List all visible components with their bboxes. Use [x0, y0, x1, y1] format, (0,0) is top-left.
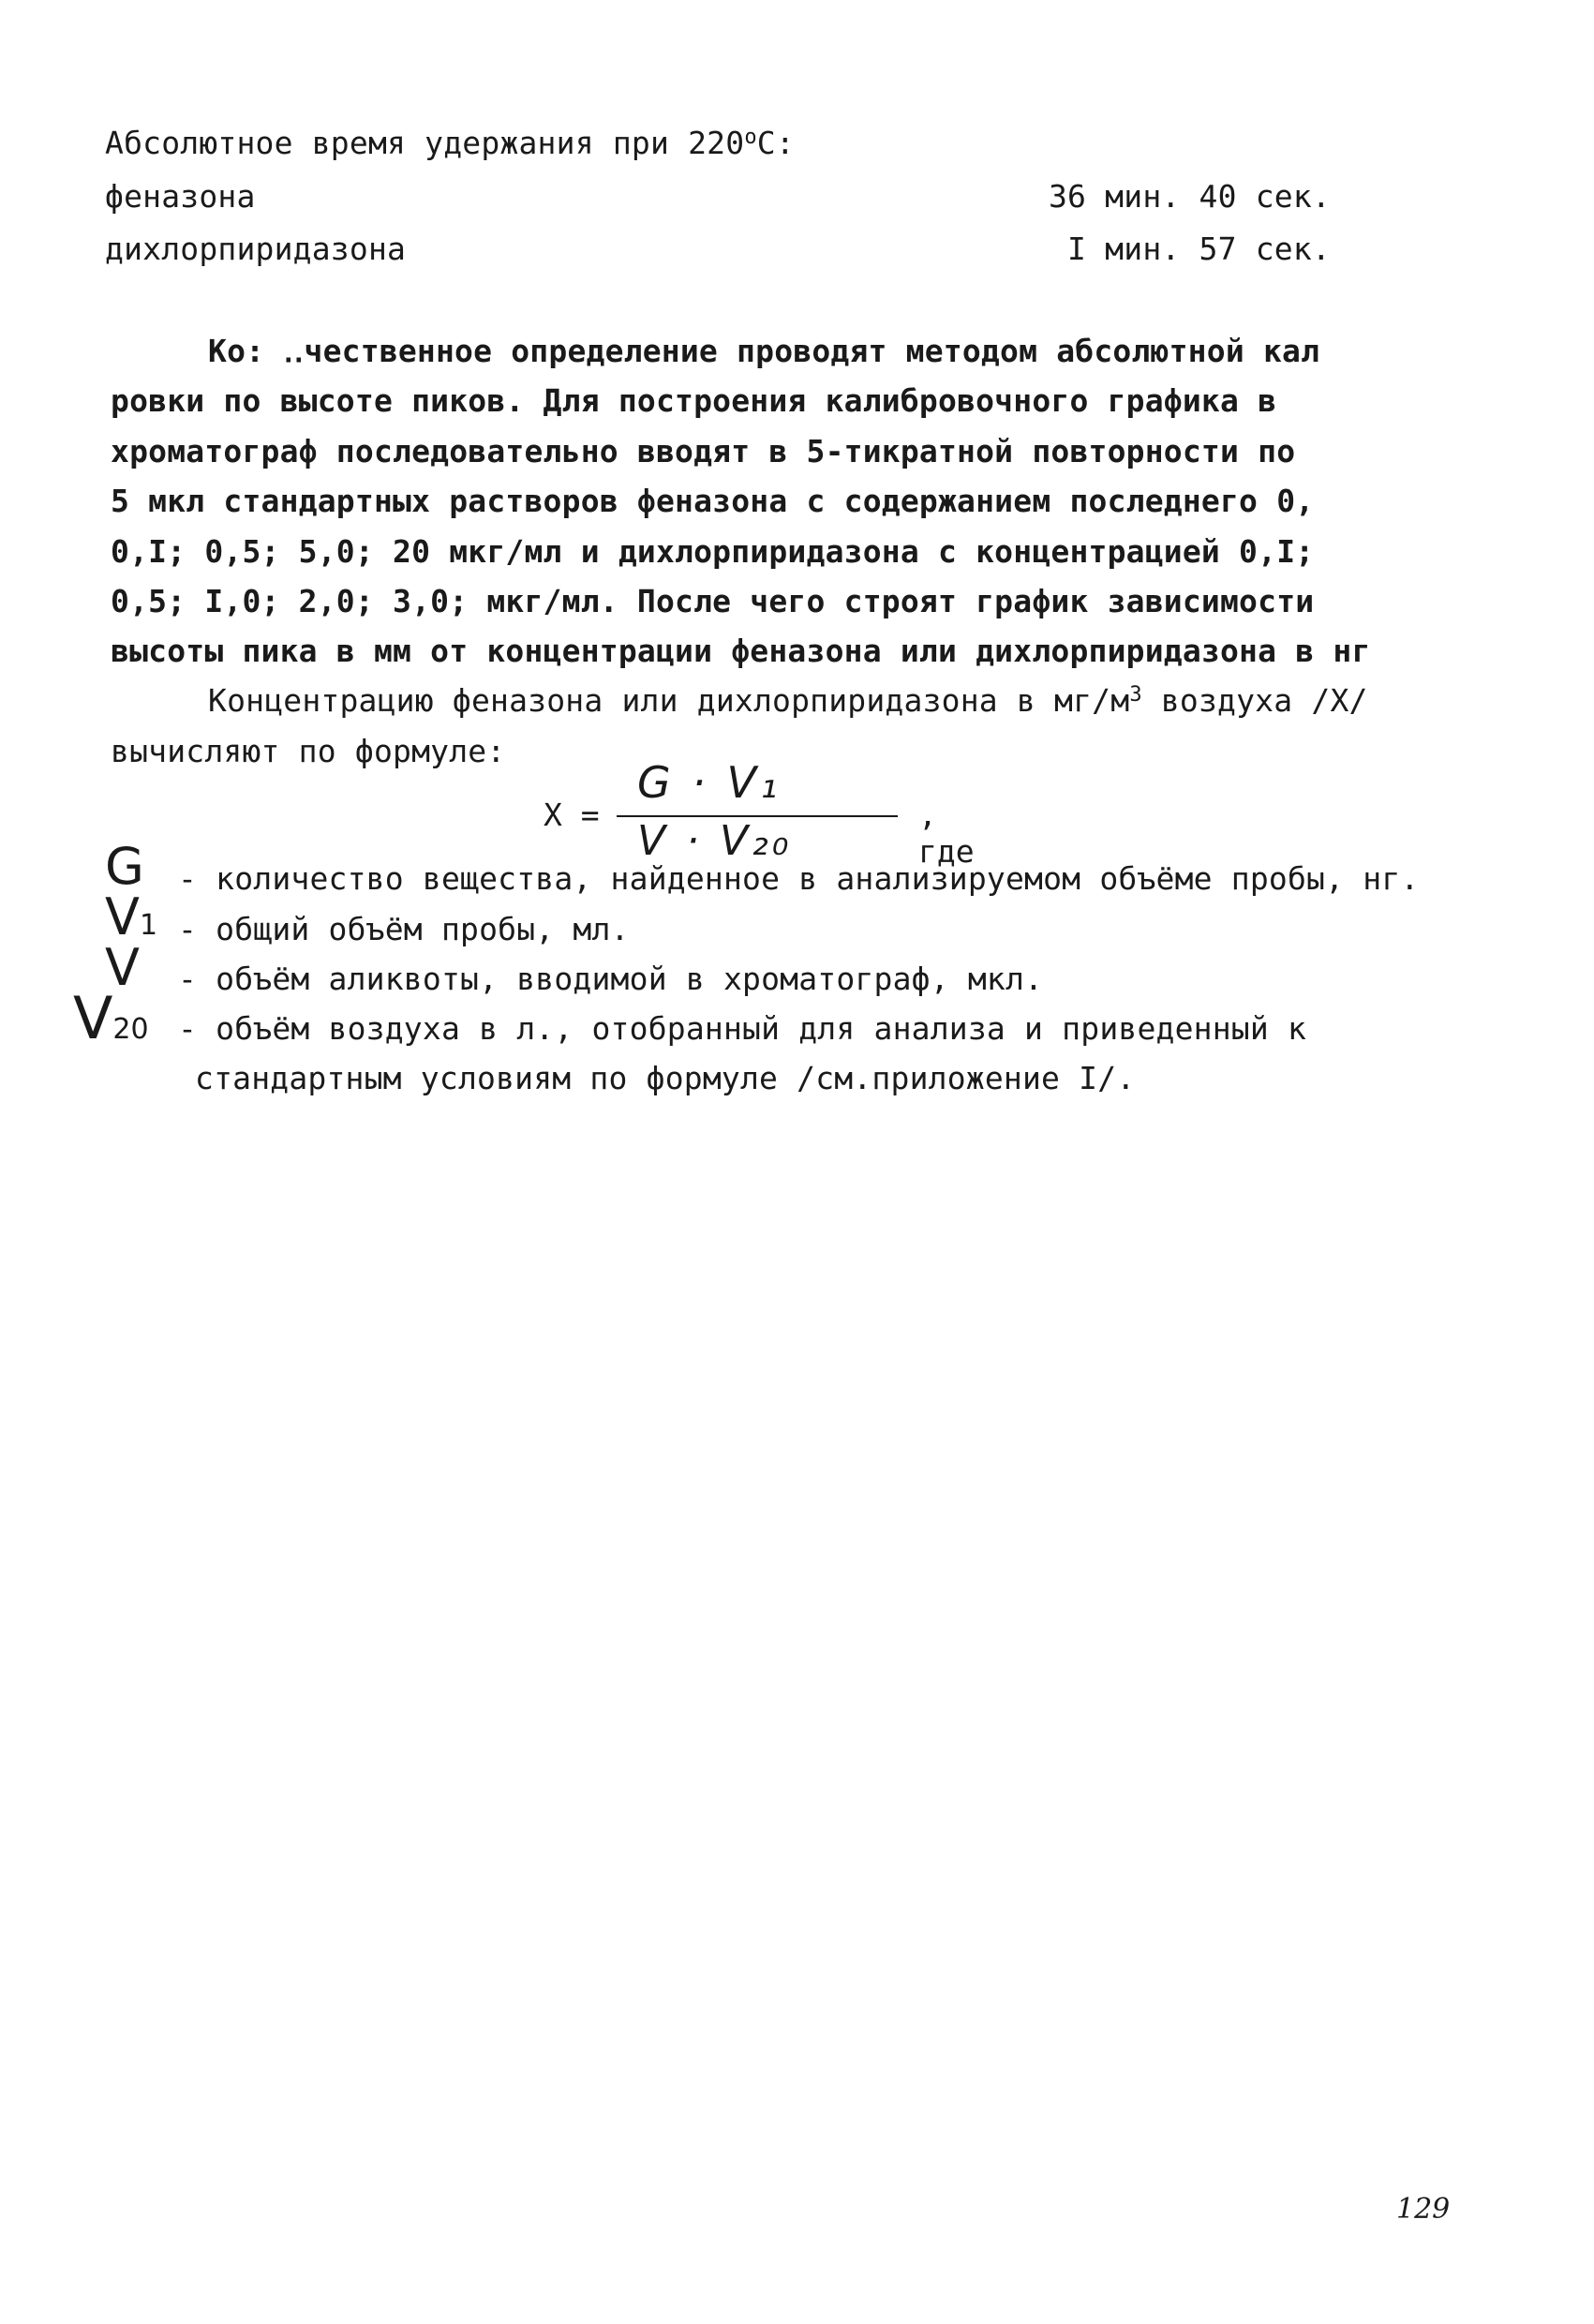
- symbol-v20: [73, 984, 149, 1055]
- formula-block: [544, 757, 975, 870]
- formula-denominator: V · V₂₀: [637, 817, 793, 865]
- retention-name-1: феназона: [105, 178, 256, 215]
- symbol-g: [105, 837, 144, 896]
- symbol-v20-letter: V: [73, 984, 113, 1052]
- symbol-g-letter: G: [105, 837, 144, 896]
- paragraph2-text-a: Концентрацию феназона или дихлорпиридазона в мг/м: [208, 682, 1130, 719]
- paragraph1-line-6: 0,5; I,0; 2,0; 3,0; мкг/мл. После чего строят график зависимости: [111, 583, 1315, 619]
- definition-v: - объём аликвоты, вводимой в хроматограф, мкл.: [178, 961, 1044, 997]
- formula-suffix: , где: [918, 797, 975, 870]
- symbol-v20-sub: 20: [112, 1013, 149, 1046]
- paragraph2-text-b: воздуха /X/: [1141, 682, 1368, 719]
- formula-numerator: G · V₁: [637, 757, 782, 808]
- paragraph1-line-4: 5 мкл стандартных растворов феназона с содержанием последнего 0,: [111, 483, 1315, 519]
- retention-value-1: 36 мин. 40 сек.: [1048, 178, 1331, 215]
- paragraph1-line-1: Ко: ‥чественное определение проводят методом абсолютной кал: [208, 333, 1320, 369]
- symbol-v1-letter: V: [105, 887, 140, 946]
- heading-unit: С:: [756, 125, 795, 161]
- definition-v20-continuation: стандартным условиям по формуле /см.приложение I/.: [195, 1060, 1136, 1096]
- page-number: 129: [1396, 2193, 1451, 2226]
- paragraph2-line-1: [208, 682, 1368, 720]
- retention-value-2: I мин. 57 сек.: [1067, 231, 1331, 267]
- paragraph1-line-3: хроматограф последовательно вводят в 5-тикратной повторности по: [111, 433, 1296, 469]
- definition-v20: - объём воздуха в л., отобранный для анализа и приведенный к: [178, 1010, 1307, 1047]
- symbol-v-letter: V: [105, 938, 140, 997]
- degree-sign: о: [744, 126, 757, 149]
- paragraph2-line-2: вычисляют по формуле:: [111, 733, 506, 769]
- paragraph1-line-7: высоты пика в мм от концентрации феназона или дихлорпиридазона в нг: [111, 633, 1371, 669]
- formula-lhs: X =: [544, 797, 600, 833]
- cube-superscript: 3: [1129, 683, 1142, 707]
- retention-name-2: дихлорпиридазона: [105, 231, 407, 267]
- heading-text: Абсолютное время удержания при 220: [105, 125, 745, 161]
- definition-v1: - общий объём пробы, мл.: [178, 911, 630, 947]
- paragraph1-line-5: 0,I; 0,5; 5,0; 20 мкг/мл и дихлорпиридазона с концентрацией 0,I;: [111, 533, 1315, 570]
- symbol-v1-sub: 1: [139, 909, 158, 942]
- retention-time-heading: [105, 125, 795, 162]
- paragraph1-line-2: ровки по высоте пиков. Для построения калибровочного графика в: [111, 382, 1277, 419]
- definition-g: - количество вещества, найденное в анализируемом объёме пробы, нг.: [178, 860, 1420, 897]
